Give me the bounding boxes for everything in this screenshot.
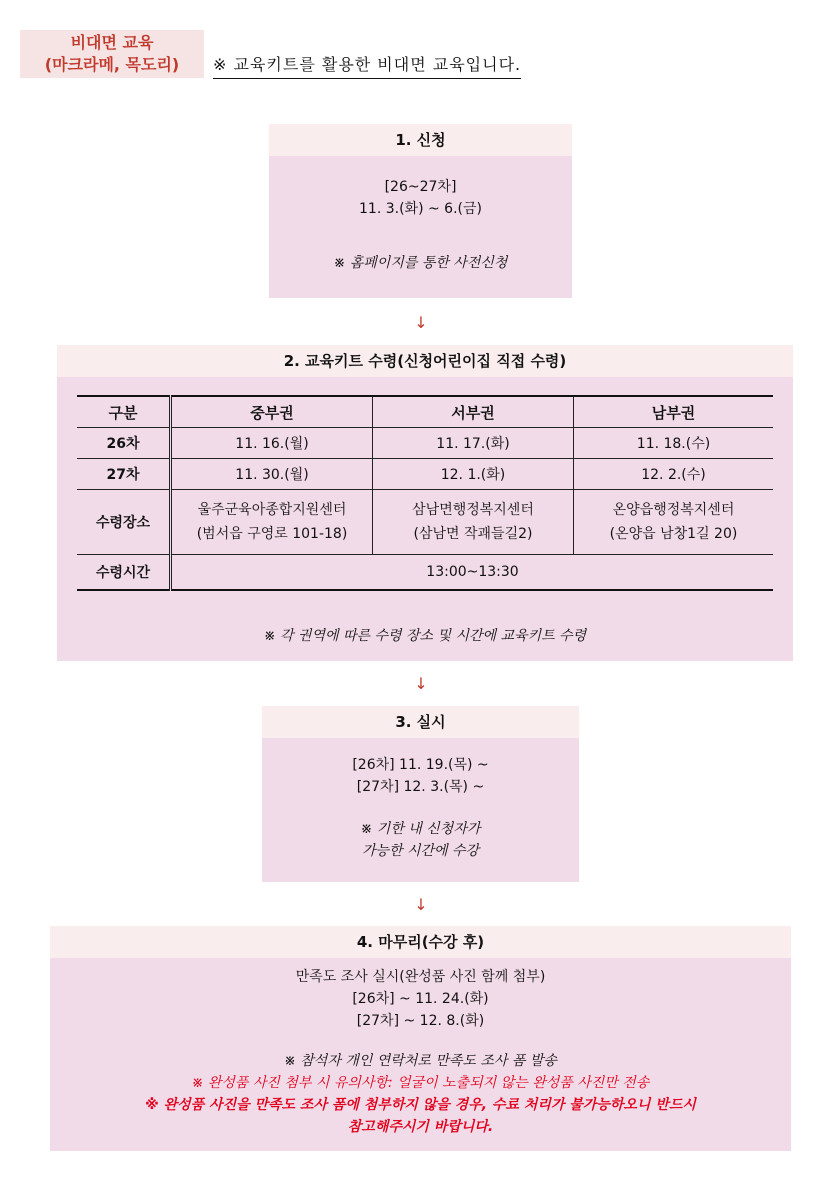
step3-note1: ※ 기한 내 신청자가 bbox=[360, 821, 481, 837]
table-cell: 12. 2.(수) bbox=[574, 459, 774, 490]
table-cell: 12. 1.(화) bbox=[373, 459, 574, 490]
arrow-down-icon: ↓ bbox=[414, 895, 428, 914]
step4-line1: 만족도 조사 실시(완성품 사진 함께 첨부) bbox=[295, 969, 546, 985]
step1-box bbox=[269, 124, 572, 298]
tag-line-2: (마크라메, 목도리) bbox=[44, 55, 180, 74]
row-label: 26차 bbox=[77, 428, 171, 459]
place-address: (온양읍 남창1길 20) bbox=[609, 526, 738, 542]
place-name: 온양읍행정복지센터 bbox=[612, 502, 735, 518]
table-cell: 11. 18.(수) bbox=[574, 428, 774, 459]
table-cell: 11. 16.(월) bbox=[171, 428, 373, 459]
header-central: 중부권 bbox=[171, 396, 373, 428]
tag-line-1: 비대면 교육 bbox=[70, 33, 154, 52]
step3-title: 3. 실시 bbox=[262, 706, 579, 738]
step2-title: 2. 교육키트 수령(신청어린이집 직접 수령) bbox=[57, 345, 793, 377]
header-category: 구분 bbox=[77, 396, 171, 428]
notice-text: ※ 교육키트를 활용한 비대면 교육입니다. bbox=[213, 52, 521, 79]
place-address: (범서읍 구영로 101-18) bbox=[196, 526, 348, 542]
table-cell: 13:00~13:30 bbox=[171, 555, 774, 591]
table-row bbox=[77, 490, 773, 555]
step1-round: [26~27차] bbox=[384, 179, 457, 195]
row-label: 수령장소 bbox=[77, 490, 171, 555]
row-label: 27차 bbox=[77, 459, 171, 490]
step4-line2: [26차] ~ 11. 24.(화) bbox=[352, 991, 489, 1007]
place-name: 삼남면행정복지센터 bbox=[412, 502, 534, 518]
step4-note3b: 참고해주시기 바랍니다. bbox=[347, 1119, 494, 1135]
header-south: 남부권 bbox=[574, 396, 774, 428]
table-header-row bbox=[77, 396, 773, 428]
step2-note: ※ 각 권역에 따른 수령 장소 및 시간에 교육키트 수령 bbox=[263, 628, 587, 644]
place-address: (삼남면 작괘들길2) bbox=[413, 526, 533, 542]
header-west: 서부권 bbox=[373, 396, 574, 428]
step1-title: 1. 신청 bbox=[269, 124, 572, 156]
step4-line3: [27차] ~ 12. 8.(화) bbox=[356, 1013, 485, 1029]
place-name: 울주군육아종합지원센터 bbox=[197, 502, 347, 518]
step2-box bbox=[57, 345, 793, 661]
kit-pickup-table bbox=[77, 395, 773, 591]
table-row bbox=[77, 428, 773, 459]
table-row bbox=[77, 459, 773, 490]
step4-note3a: ※ 완성품 사진을 만족도 조사 폼에 첨부하지 않을 경우, 수료 처리가 불가능하오니 반드시 bbox=[145, 1097, 696, 1113]
step3-note2: 가능한 시간에 수강 bbox=[361, 843, 480, 859]
arrow-down-icon: ↓ bbox=[414, 674, 428, 693]
step1-note: ※ 홈페이지를 통한 사전신청 bbox=[333, 255, 508, 271]
table-cell bbox=[574, 490, 774, 555]
table-cell bbox=[171, 490, 373, 555]
table-cell: 11. 30.(월) bbox=[171, 459, 373, 490]
table-row bbox=[77, 555, 773, 591]
arrow-down-icon: ↓ bbox=[414, 313, 428, 332]
step4-note2: ※ 완성품 사진 첨부 시 유의사항: 얼굴이 노출되지 않는 완성품 사진만 전송 bbox=[191, 1075, 650, 1091]
education-type-tag bbox=[20, 30, 204, 78]
step3-line1: [26차] 11. 19.(목) ~ bbox=[352, 757, 489, 773]
table-cell: 11. 17.(화) bbox=[373, 428, 574, 459]
step3-box bbox=[262, 706, 579, 882]
row-label: 수령시간 bbox=[77, 555, 171, 591]
step4-box bbox=[50, 926, 791, 1151]
step4-title: 4. 마무리(수강 후) bbox=[50, 926, 791, 958]
table-cell bbox=[373, 490, 574, 555]
step3-line2: [27차] 12. 3.(목) ~ bbox=[356, 779, 485, 795]
step1-dates: 11. 3.(화) ~ 6.(금) bbox=[359, 201, 482, 217]
step4-note1: ※ 참석자 개인 연락처로 만족도 조사 폼 발송 bbox=[284, 1053, 557, 1069]
